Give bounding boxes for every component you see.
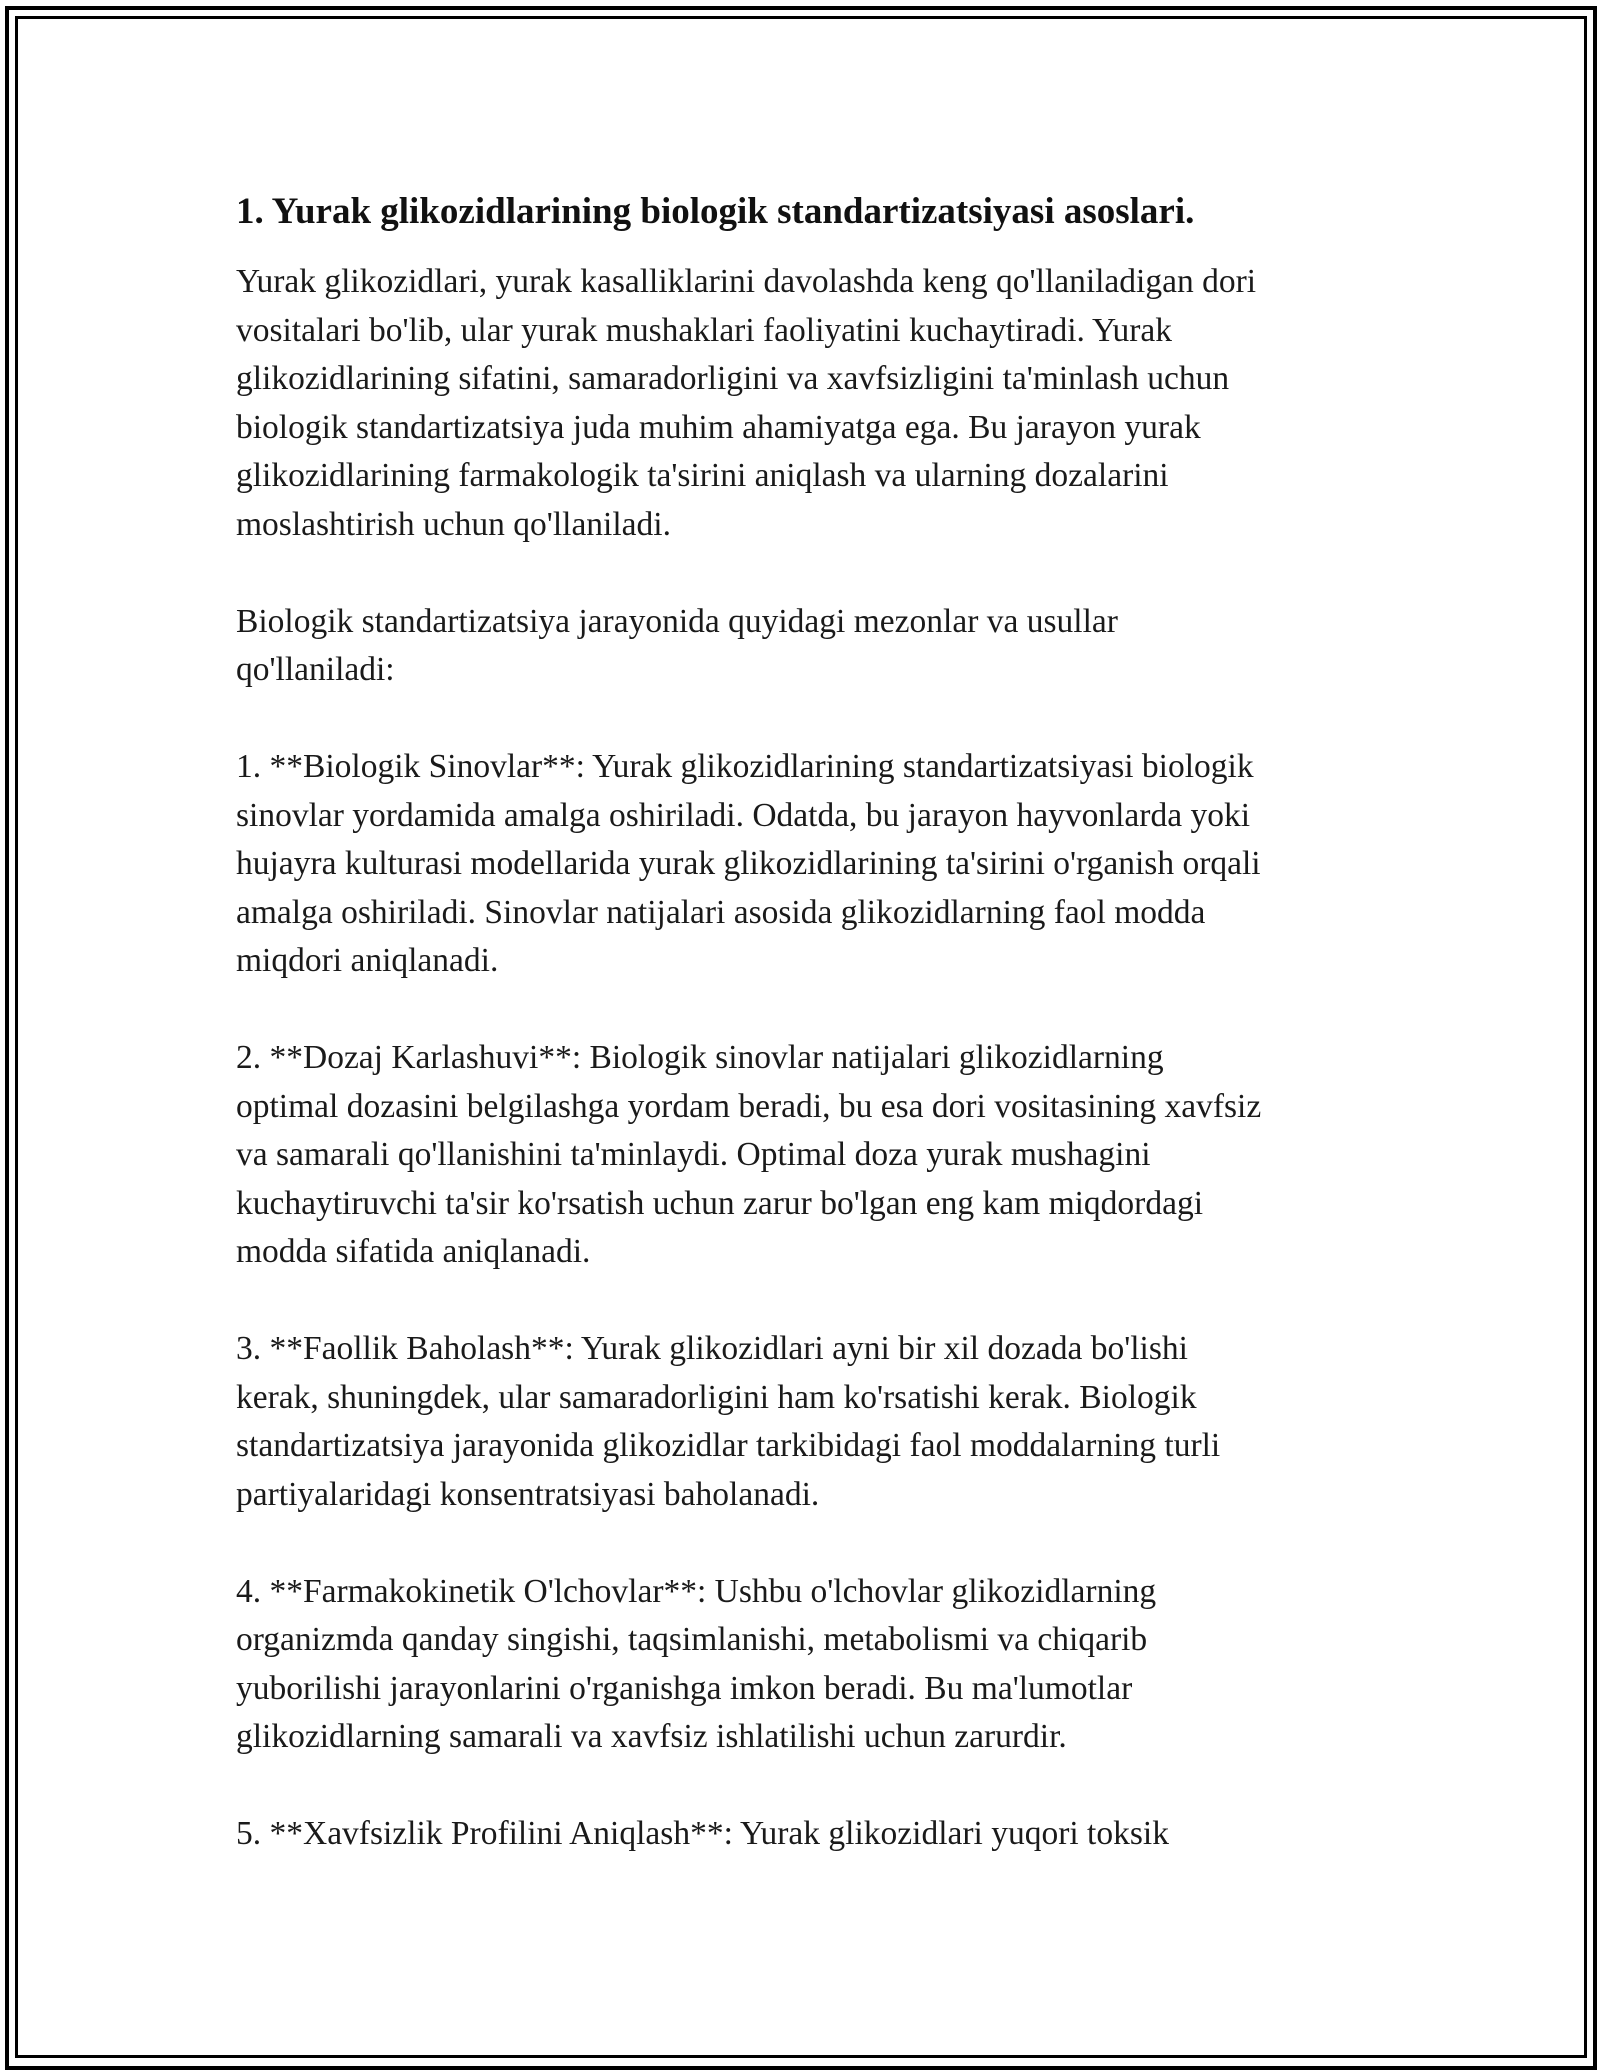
list-item-safety-profile: 5. **Xavfsizlik Profilini Aniqlash**: Yurak glikozidlari yuqori toksik [236,1815,1169,1852]
list-item-dosage: 2. **Dozaj Karlashuvi**: Biologik sinovlar natijalari glikozidlarning optimal dozasini belgilashga yordam beradi, bu esa dori vositasining xavfsiz va samarali qo'llanishini ta'minlaydi. Optimal doza yurak mushagini kuchaytiruvchi ta'sir ko'rsatish uchun zarur bo'lgan eng kam miqdordagi modda sifatida aniqlanadi. [236,1039,1262,1270]
list-item-activity-assessment: 3. **Faollik Baholash**: Yurak glikozidlari ayni bir xil dozada bo'lishi kerak, shuningdek, ular samaradorligini ham ko'rsatishi kerak. Biologik standartizatsiya jarayonida glikozidlar tarkibidagi faol moddalarning turli partiyalaridagi konsentratsiyasi baholanadi. [236,1330,1221,1513]
intro-paragraph: Yurak glikozidlari, yurak kasalliklarini davolashda keng qo'llaniladigan dori vositalari bo'lib, ular yurak mushaklari faoliyatini kuchaytiradi. Yurak glikozidlarining sifatini, samaradorligini va xavfsizligini ta'minlash uchun biologik standartizatsiya juda muhim ahamiyatga ega. Bu jarayon yurak glikozidlarining farmakologik ta'sirini aniqlash va ularning dozalarini moslashtirish uchun qo'llaniladi. [236,263,1257,543]
list-item-biological-tests: 1. **Biologik Sinovlar**: Yurak glikozidlarining standartizatsiyasi biologik sinovlar yordamida amalga oshiriladi. Odatda, bu jarayon hayvonlarda yoki hujayra kulturasi modellarida yurak glikozidlarining ta'sirini o'rganish orqali amalga oshiriladi. Sinovlar natijalari asosida glikozidlarning faol modda miqdori aniqlanadi. [236,748,1261,979]
criteria-intro-paragraph: Biologik standartizatsiya jarayonida quyidagi mezonlar va usullar qo'llaniladi: [236,602,1118,688]
list-item-pharmacokinetics: 4. **Farmakokinetik O'lchovlar**: Ushbu o'lchovlar glikozidlarning organizmda qanday singishi, taqsimlanishi, metabolismi va chiqarib yuborilishi jarayonlarini o'rganishga imkon beradi. Bu ma'lumotlar glikozidlarning samarali va xavfsiz ishlatilishi uchun zarurdir. [236,1572,1157,1755]
section-heading: 1. Yurak glikozidlarining biologik standartizatsiyasi asoslari. [236,191,1195,232]
document-body [236,188,1376,1859]
